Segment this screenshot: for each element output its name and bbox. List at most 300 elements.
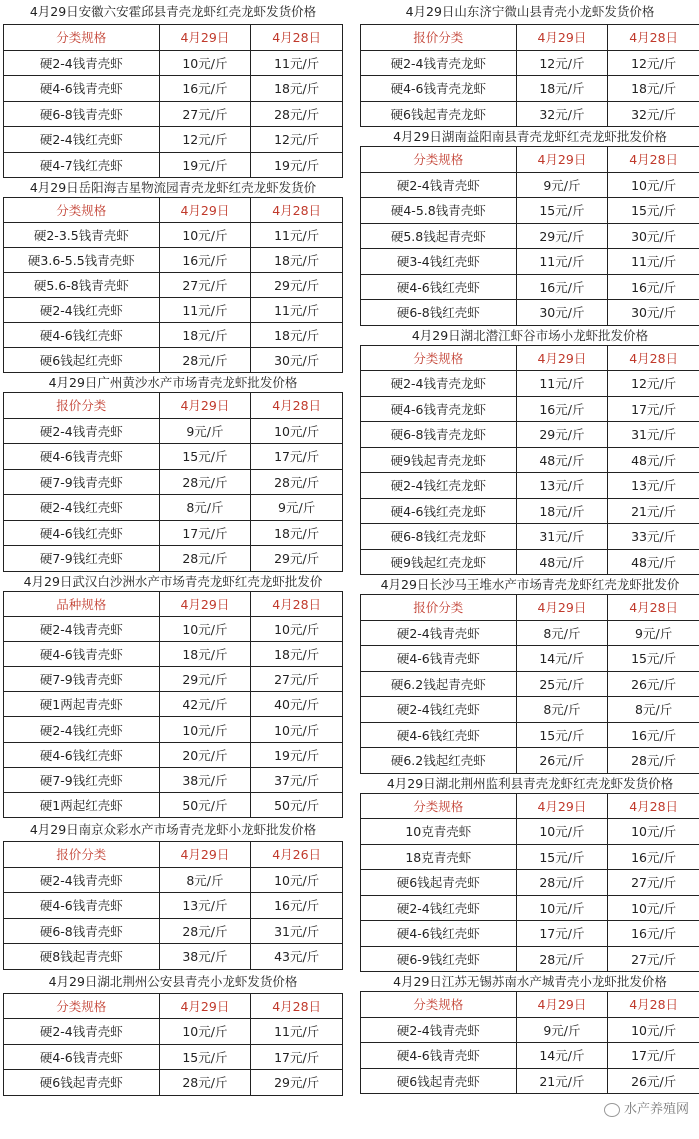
table-cell: 30元/斤 <box>608 300 699 326</box>
price-block <box>3 818 343 970</box>
table-cell: 硬6.2钱起青壳虾 <box>361 671 517 697</box>
table-cell: 硬6-8钱青壳龙虾 <box>361 422 517 448</box>
table-cell: 17元/斤 <box>251 1044 343 1070</box>
table-cell: 18元/斤 <box>251 76 343 102</box>
table-cell: 13元/斤 <box>159 893 251 919</box>
table-cell: 10元/斤 <box>608 819 699 845</box>
table-cell: 10元/斤 <box>159 616 251 641</box>
table-header-row <box>4 993 343 1019</box>
table-row <box>361 396 699 422</box>
table-cell: 10元/斤 <box>159 717 251 742</box>
table-row <box>361 249 699 275</box>
table-cell: 31元/斤 <box>608 422 699 448</box>
table-cell: 硬2-4钱红壳龙虾 <box>361 473 517 499</box>
table-cell: 10元/斤 <box>608 1017 699 1043</box>
table-cell: 38元/斤 <box>159 944 251 970</box>
table-cell: 硬4-6钱红壳虾 <box>4 520 160 546</box>
table-cell: 11元/斤 <box>608 249 699 275</box>
table-cell: 10元/斤 <box>251 717 343 742</box>
table-cell: 17元/斤 <box>608 1043 699 1069</box>
table-row <box>361 819 699 845</box>
table-cell: 18元/斤 <box>159 323 251 348</box>
table-cell: 10元/斤 <box>159 223 251 248</box>
table-cell: 15元/斤 <box>608 646 699 672</box>
table-cell: 硬2-4钱红壳虾 <box>4 717 160 742</box>
block-title: 4月29日江苏无锡苏南水产城青壳小龙虾批发价格 <box>393 974 667 989</box>
price-table <box>360 594 699 774</box>
table-cell: 10元/斤 <box>608 172 699 198</box>
table-cell: 28元/斤 <box>159 1070 251 1096</box>
table-cell: 硬8钱起青壳虾 <box>4 944 160 970</box>
table-cell: 硬4-6钱青壳虾 <box>4 893 160 919</box>
table-cell: 硬4-6钱青壳虾 <box>4 76 160 102</box>
table-row <box>361 946 699 972</box>
table-cell: 硬7-9钱青壳虾 <box>4 469 160 495</box>
table-row <box>361 748 699 774</box>
table-cell: 硬6-8钱青壳虾 <box>4 918 160 944</box>
table-cell: 29元/斤 <box>516 422 608 448</box>
table-row <box>361 274 699 300</box>
table-cell: 16元/斤 <box>159 76 251 102</box>
table-cell: 硬1两起青壳虾 <box>4 692 160 717</box>
table-header-row <box>4 393 343 419</box>
table-header-row <box>361 25 699 51</box>
table-row <box>4 767 343 792</box>
table-row <box>361 524 699 550</box>
table-cell: 硬6-8钱红壳龙虾 <box>361 524 517 550</box>
table-cell: 9元/斤 <box>516 172 608 198</box>
header-cell: 4月28日 <box>251 393 343 419</box>
block-title: 4月29日南京众彩水产市场青壳龙虾小龙虾批发价格 <box>29 822 317 838</box>
table-row <box>4 546 343 572</box>
block-title: 4月29日山东济宁微山县青壳小龙虾发货价格 <box>405 4 655 19</box>
header-cell: 4月28日 <box>608 992 699 1018</box>
header-cell: 品种规格 <box>4 591 160 616</box>
table-cell: 硬4-6钱红壳虾 <box>361 274 517 300</box>
price-table <box>360 345 699 576</box>
table-cell: 30元/斤 <box>251 348 343 373</box>
block-title: 4月29日湖南益阳南县青壳龙虾红壳龙虾批发价格 <box>393 129 667 144</box>
table-row <box>361 447 699 473</box>
table-cell: 26元/斤 <box>608 671 699 697</box>
price-block <box>3 373 343 572</box>
table-cell: 15元/斤 <box>516 198 608 224</box>
table-cell: 11元/斤 <box>251 50 343 76</box>
table-cell: 11元/斤 <box>251 1019 343 1045</box>
table-row <box>4 520 343 546</box>
header-cell: 4月29日 <box>516 147 608 173</box>
table-cell: 硬4-6钱红壳虾 <box>4 742 160 767</box>
table-cell: 18元/斤 <box>608 76 699 102</box>
table-cell: 15元/斤 <box>516 844 608 870</box>
table-cell: 29元/斤 <box>516 223 608 249</box>
table-cell: 18克青壳虾 <box>361 844 517 870</box>
table-cell: 21元/斤 <box>608 498 699 524</box>
table-row <box>361 870 699 896</box>
table-cell: 硬1两起红壳虾 <box>4 793 160 818</box>
header-cell: 4月28日 <box>251 591 343 616</box>
table-cell: 11元/斤 <box>251 223 343 248</box>
table-cell: 14元/斤 <box>516 646 608 672</box>
table-cell: 28元/斤 <box>608 748 699 774</box>
header-cell: 报价分类 <box>361 595 517 621</box>
table-cell: 硬4-6钱红壳虾 <box>361 722 517 748</box>
header-cell: 4月29日 <box>516 992 608 1018</box>
header-cell: 4月28日 <box>251 993 343 1019</box>
table-cell: 48元/斤 <box>516 447 608 473</box>
table-row <box>4 867 343 893</box>
table-cell: 8元/斤 <box>516 620 608 646</box>
table-row <box>361 921 699 947</box>
header-cell: 4月28日 <box>608 147 699 173</box>
header-cell: 4月28日 <box>608 595 699 621</box>
table-cell: 硬2-4钱红壳虾 <box>4 495 160 521</box>
header-cell: 4月28日 <box>608 345 699 371</box>
table-cell: 10元/斤 <box>159 50 251 76</box>
table-row <box>4 298 343 323</box>
table-cell: 19元/斤 <box>251 152 343 178</box>
table-cell: 43元/斤 <box>251 944 343 970</box>
table-cell: 硬4-6钱青壳虾 <box>361 1043 517 1069</box>
header-cell: 报价分类 <box>4 393 160 419</box>
price-table <box>3 197 343 373</box>
table-cell: 硬5.6-8钱青壳虾 <box>4 273 160 298</box>
table-row <box>361 371 699 397</box>
table-row <box>361 1017 699 1043</box>
table-cell: 硬6-8钱青壳虾 <box>4 101 160 127</box>
table-cell: 31元/斤 <box>516 524 608 550</box>
table-header-row <box>4 25 343 51</box>
table-cell: 16元/斤 <box>516 396 608 422</box>
table-cell: 30元/斤 <box>516 300 608 326</box>
table-cell: 硬3-4钱红壳虾 <box>361 249 517 275</box>
table-cell: 16元/斤 <box>251 893 343 919</box>
table-cell: 硬9钱起红壳龙虾 <box>361 549 517 575</box>
table-cell: 13元/斤 <box>516 473 608 499</box>
table-row <box>4 495 343 521</box>
table-cell: 37元/斤 <box>251 767 343 792</box>
table-row <box>4 444 343 470</box>
table-cell: 硬4-6钱青壳虾 <box>4 1044 160 1070</box>
header-cell: 报价分类 <box>361 25 517 51</box>
price-block <box>3 970 343 1096</box>
table-cell: 16元/斤 <box>159 248 251 273</box>
table-cell: 27元/斤 <box>159 101 251 127</box>
price-block <box>360 774 699 973</box>
header-cell: 4月29日 <box>159 591 251 616</box>
table-row <box>4 717 343 742</box>
table-row <box>4 742 343 767</box>
table-cell: 17元/斤 <box>608 396 699 422</box>
table-cell: 42元/斤 <box>159 692 251 717</box>
table-cell: 27元/斤 <box>251 667 343 692</box>
price-block <box>360 326 699 576</box>
table-row <box>4 616 343 641</box>
table-cell: 18元/斤 <box>251 641 343 666</box>
table-header-row <box>4 198 343 223</box>
table-cell: 硬2-4钱青壳龙虾 <box>361 371 517 397</box>
table-header-row <box>4 591 343 616</box>
table-cell: 硬4-6钱红壳虾 <box>4 323 160 348</box>
table-cell: 16元/斤 <box>608 921 699 947</box>
table-row <box>361 76 699 102</box>
table-cell: 硬4-6钱青壳虾 <box>4 444 160 470</box>
table-cell: 12元/斤 <box>516 50 608 76</box>
header-cell: 4月28日 <box>608 25 699 51</box>
table-cell: 硬7-9钱红壳虾 <box>4 767 160 792</box>
table-cell: 硬6钱起青壳虾 <box>361 870 517 896</box>
table-cell: 19元/斤 <box>251 742 343 767</box>
table-cell: 27元/斤 <box>159 273 251 298</box>
table-cell: 17元/斤 <box>251 444 343 470</box>
table-row <box>4 641 343 666</box>
table-cell: 硬2-4钱青壳虾 <box>4 50 160 76</box>
table-cell: 17元/斤 <box>516 921 608 947</box>
header-cell: 报价分类 <box>4 842 160 868</box>
table-row <box>4 667 343 692</box>
table-cell: 9元/斤 <box>516 1017 608 1043</box>
header-cell: 4月28日 <box>251 198 343 223</box>
price-block <box>360 575 699 774</box>
header-cell: 分类规格 <box>361 992 517 1018</box>
table-cell: 12元/斤 <box>251 127 343 153</box>
table-cell: 10元/斤 <box>608 895 699 921</box>
table-cell: 9元/斤 <box>159 418 251 444</box>
price-table <box>360 24 699 127</box>
watermark-text: 水产养殖网 <box>623 1102 689 1117</box>
table-cell: 28元/斤 <box>159 546 251 572</box>
table-cell: 硬2-4钱青壳虾 <box>4 616 160 641</box>
table-row <box>361 646 699 672</box>
table-cell: 硬6钱起青壳龙虾 <box>361 101 517 127</box>
price-table <box>360 146 699 326</box>
table-row <box>361 722 699 748</box>
price-table <box>3 591 343 819</box>
table-cell: 28元/斤 <box>251 469 343 495</box>
header-cell: 4月29日 <box>159 993 251 1019</box>
table-cell: 硬4-6钱红壳龙虾 <box>361 498 517 524</box>
table-cell: 33元/斤 <box>608 524 699 550</box>
table-row <box>4 323 343 348</box>
header-cell: 分类规格 <box>361 793 517 819</box>
table-cell: 18元/斤 <box>251 323 343 348</box>
price-block <box>3 572 343 819</box>
table-row <box>4 152 343 178</box>
table-row <box>4 348 343 373</box>
table-row <box>361 198 699 224</box>
price-table <box>3 993 343 1096</box>
table-cell: 硬7-9钱青壳虾 <box>4 667 160 692</box>
header-cell: 分类规格 <box>4 993 160 1019</box>
block-title: 4月29日湖北荆州公安县青壳小龙虾发货价格 <box>48 973 298 989</box>
table-row <box>4 248 343 273</box>
table-cell: 10元/斤 <box>516 819 608 845</box>
table-header-row <box>361 992 699 1018</box>
price-table <box>360 793 699 973</box>
table-row <box>4 76 343 102</box>
price-table <box>3 392 343 572</box>
table-cell: 28元/斤 <box>159 348 251 373</box>
price-table <box>360 991 699 1094</box>
price-block <box>360 127 699 326</box>
table-cell: 硬2-4钱红壳虾 <box>4 298 160 323</box>
table-cell: 18元/斤 <box>251 248 343 273</box>
table-cell: 硬5.8钱起青壳虾 <box>361 223 517 249</box>
table-row <box>361 300 699 326</box>
table-cell: 硬4-6钱青壳虾 <box>361 646 517 672</box>
price-table <box>3 841 343 970</box>
table-cell: 26元/斤 <box>608 1068 699 1094</box>
table-cell: 31元/斤 <box>251 918 343 944</box>
table-row <box>4 793 343 818</box>
table-cell: 硬6钱起青壳虾 <box>4 1070 160 1096</box>
header-cell: 4月29日 <box>159 393 251 419</box>
price-block <box>360 0 699 127</box>
table-cell: 17元/斤 <box>159 520 251 546</box>
table-cell: 16元/斤 <box>608 722 699 748</box>
table-row <box>4 418 343 444</box>
table-cell: 10元/斤 <box>516 895 608 921</box>
watermark <box>604 1098 689 1117</box>
table-cell: 19元/斤 <box>159 152 251 178</box>
table-cell: 8元/斤 <box>159 495 251 521</box>
table-row <box>361 671 699 697</box>
price-block <box>3 178 343 373</box>
table-row <box>361 50 699 76</box>
table-cell: 11元/斤 <box>516 249 608 275</box>
table-row <box>361 620 699 646</box>
table-cell: 硬2-4钱红壳虾 <box>361 697 517 723</box>
table-cell: 28元/斤 <box>516 946 608 972</box>
table-cell: 48元/斤 <box>608 549 699 575</box>
header-cell: 4月29日 <box>159 198 251 223</box>
table-cell: 32元/斤 <box>608 101 699 127</box>
table-cell: 硬2-4钱青壳虾 <box>361 1017 517 1043</box>
table-row <box>361 844 699 870</box>
table-cell: 8元/斤 <box>608 697 699 723</box>
table-cell: 30元/斤 <box>608 223 699 249</box>
table-cell: 27元/斤 <box>608 946 699 972</box>
header-cell: 4月29日 <box>159 842 251 868</box>
table-cell: 硬2-4钱红壳虾 <box>361 895 517 921</box>
table-cell: 硬4-6钱红壳虾 <box>361 921 517 947</box>
table-cell: 21元/斤 <box>516 1068 608 1094</box>
table-header-row <box>361 147 699 173</box>
table-row <box>4 50 343 76</box>
header-cell: 4月26日 <box>251 842 343 868</box>
table-cell: 28元/斤 <box>516 870 608 896</box>
table-row <box>361 473 699 499</box>
table-cell: 硬4-6钱青壳虾 <box>4 641 160 666</box>
table-header-row <box>361 595 699 621</box>
table-cell: 48元/斤 <box>608 447 699 473</box>
table-row <box>361 895 699 921</box>
table-cell: 9元/斤 <box>608 620 699 646</box>
table-cell: 50元/斤 <box>251 793 343 818</box>
table-cell: 32元/斤 <box>516 101 608 127</box>
table-header-row <box>4 842 343 868</box>
table-cell: 硬6钱起青壳虾 <box>361 1068 517 1094</box>
table-cell: 15元/斤 <box>516 722 608 748</box>
table-row <box>361 1043 699 1069</box>
table-cell: 20元/斤 <box>159 742 251 767</box>
header-cell: 分类规格 <box>361 345 517 371</box>
table-cell: 12元/斤 <box>608 50 699 76</box>
table-row <box>361 1068 699 1094</box>
table-cell: 28元/斤 <box>159 469 251 495</box>
table-cell: 硬6钱起红壳虾 <box>4 348 160 373</box>
table-row <box>4 1019 343 1045</box>
table-row <box>361 697 699 723</box>
table-cell: 硬2-4钱青壳虾 <box>361 172 517 198</box>
table-cell: 10元/斤 <box>251 616 343 641</box>
table-cell: 15元/斤 <box>608 198 699 224</box>
table-row <box>361 498 699 524</box>
left-column <box>3 0 343 1096</box>
header-cell: 4月29日 <box>516 793 608 819</box>
table-cell: 10克青壳虾 <box>361 819 517 845</box>
block-title: 4月29日长沙马王堆水产市场青壳龙虾红壳龙虾批发价 <box>380 577 680 592</box>
table-cell: 硬6.2钱起红壳虾 <box>361 748 517 774</box>
block-title: 4月29日广州黄沙水产市场青壳龙虾批发价格 <box>48 375 298 390</box>
table-cell: 29元/斤 <box>251 546 343 572</box>
table-cell: 16元/斤 <box>608 844 699 870</box>
table-cell: 18元/斤 <box>516 76 608 102</box>
table-cell: 11元/斤 <box>159 298 251 323</box>
table-row <box>4 101 343 127</box>
table-row <box>4 273 343 298</box>
table-row <box>361 422 699 448</box>
table-cell: 38元/斤 <box>159 767 251 792</box>
table-cell: 18元/斤 <box>159 641 251 666</box>
header-cell: 分类规格 <box>4 25 160 51</box>
table-cell: 硬2-4钱青壳虾 <box>4 867 160 893</box>
table-cell: 硬2-4钱青壳虾 <box>4 418 160 444</box>
block-title: 4月29日湖北荆州监利县青壳龙虾红壳龙虾发货价格 <box>386 775 674 791</box>
block-title: 4月29日岳阳海吉星物流园青壳龙虾红壳龙虾发货价 <box>29 180 317 195</box>
table-row <box>4 944 343 970</box>
price-block <box>3 0 343 178</box>
table-row <box>361 223 699 249</box>
block-title: 4月29日安徽六安霍邱县青壳龙虾红壳龙虾发货价格 <box>29 4 317 19</box>
table-row <box>4 893 343 919</box>
table-cell: 硬2-3.5钱青壳虾 <box>4 223 160 248</box>
table-cell: 15元/斤 <box>159 444 251 470</box>
price-table <box>3 24 343 178</box>
table-cell: 12元/斤 <box>608 371 699 397</box>
table-cell: 29元/斤 <box>251 1070 343 1096</box>
table-cell: 硬6-9钱红壳虾 <box>361 946 517 972</box>
table-cell: 28元/斤 <box>251 101 343 127</box>
header-cell: 4月29日 <box>159 25 251 51</box>
header-cell: 4月29日 <box>516 345 608 371</box>
table-cell: 硬4-6钱青壳龙虾 <box>361 396 517 422</box>
table-cell: 9元/斤 <box>251 495 343 521</box>
table-cell: 11元/斤 <box>251 298 343 323</box>
table-row <box>4 692 343 717</box>
table-cell: 27元/斤 <box>608 870 699 896</box>
table-cell: 13元/斤 <box>608 473 699 499</box>
table-row <box>4 469 343 495</box>
table-cell: 15元/斤 <box>159 1044 251 1070</box>
header-cell: 分类规格 <box>361 147 517 173</box>
table-cell: 14元/斤 <box>516 1043 608 1069</box>
table-cell: 硬7-9钱红壳虾 <box>4 546 160 572</box>
right-column <box>360 0 699 1094</box>
table-cell: 28元/斤 <box>159 918 251 944</box>
table-row <box>4 127 343 153</box>
header-cell: 4月29日 <box>516 25 608 51</box>
